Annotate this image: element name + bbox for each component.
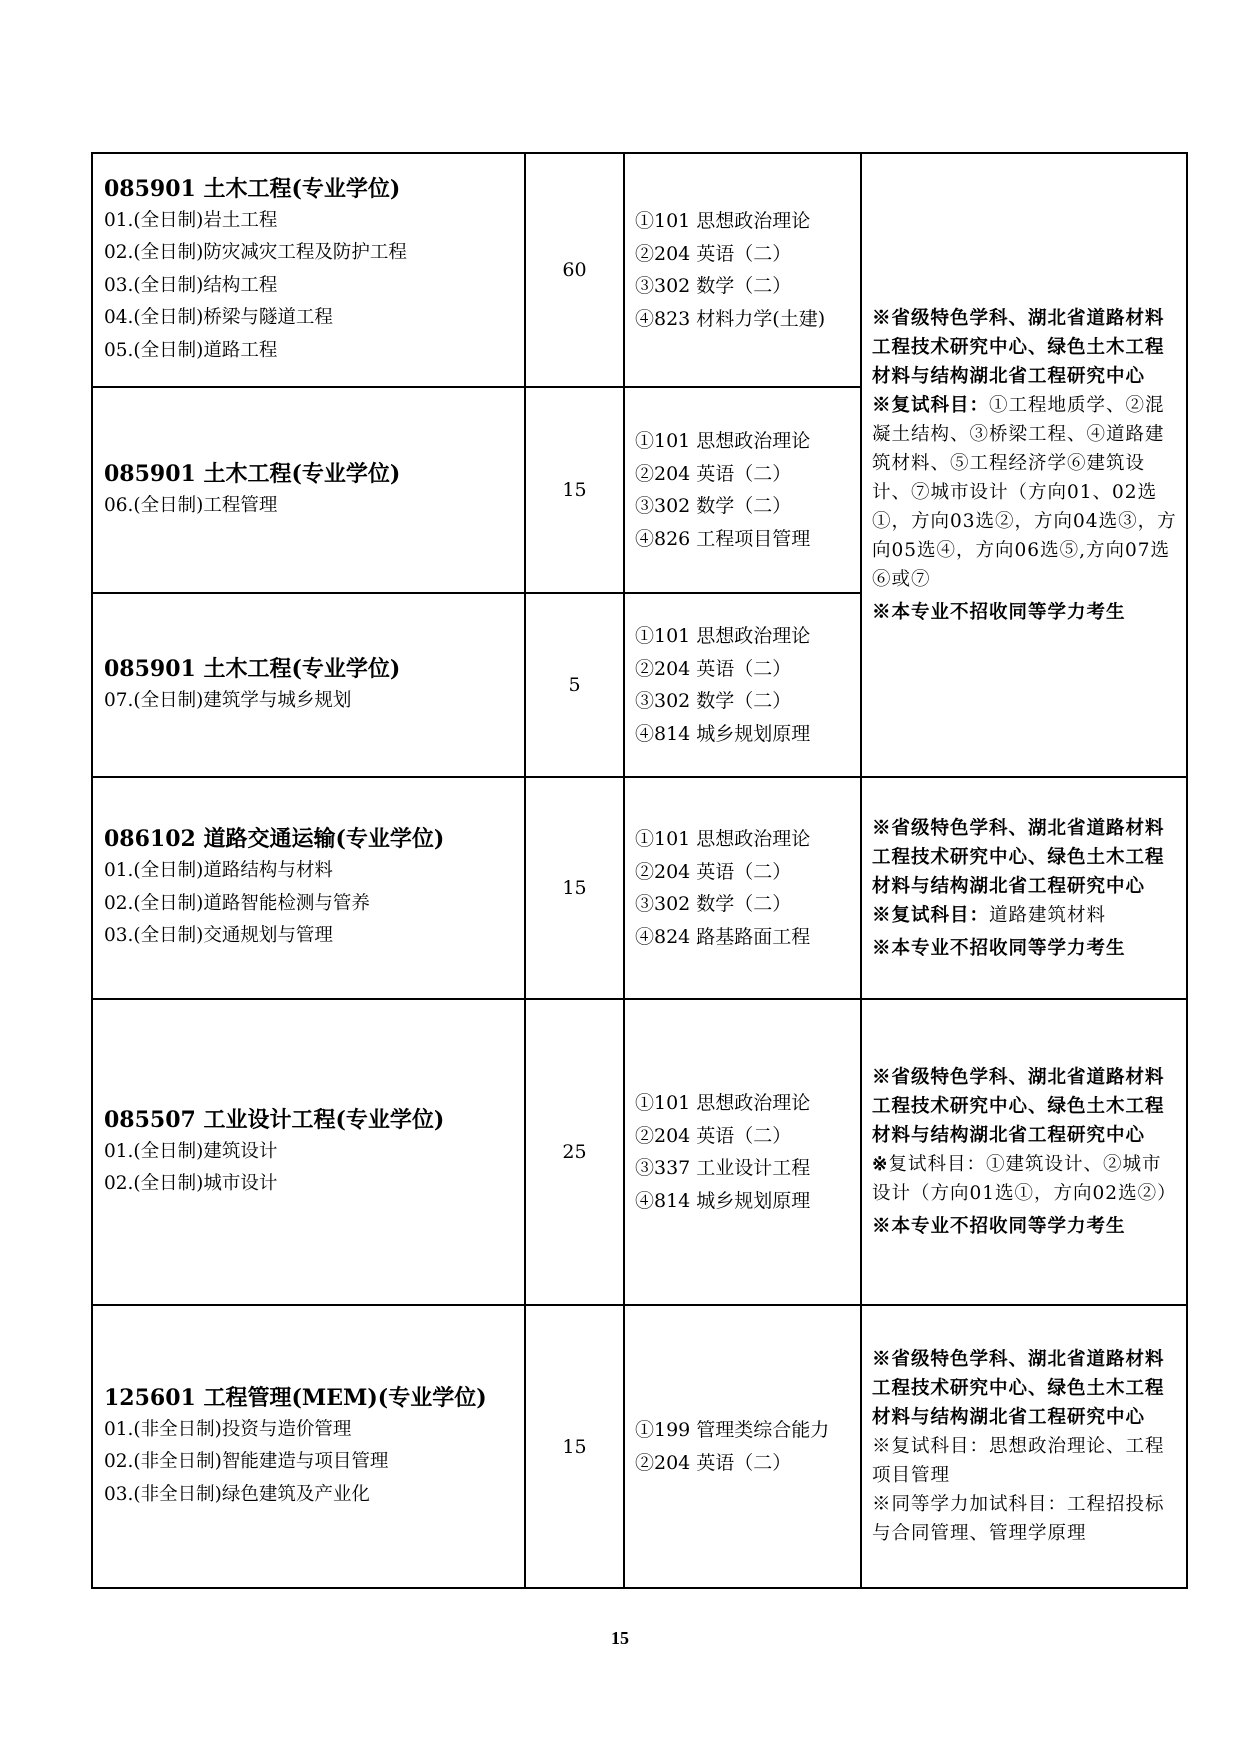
notes-cell (862, 1306, 1186, 1587)
major-cell (93, 1000, 526, 1304)
major-title: 085901 土木工程(专业学位) (104, 175, 401, 202)
table-row (93, 776, 1186, 998)
direction-item: 01.(非全日制)投资与造价管理 (104, 1418, 352, 1440)
exam-subject: ①101 思想政治理论 (635, 828, 811, 850)
direction-item: 04.(全日制)桥梁与隧道工程 (104, 307, 333, 329)
quota-cell: 60 (526, 154, 625, 386)
exam-subject: ②204 英语（二） (635, 242, 792, 265)
exam-subject: ①199 管理类综合能力 (635, 1419, 830, 1441)
exam-subjects-cell (625, 154, 862, 386)
major-title: 085901 土木工程(专业学位) (104, 460, 401, 487)
notes-cell (862, 778, 1186, 998)
notes-cell (862, 154, 1186, 776)
note-retest (872, 901, 1178, 930)
civil-engineering-group (93, 154, 1186, 776)
major-title: 085507 工业设计工程(专业学位) (104, 1106, 445, 1133)
note-retest (872, 1150, 1178, 1208)
exam-subject: ②204 英语（二） (635, 1451, 792, 1474)
note-retest-label: ※复试科目： (872, 904, 990, 926)
exam-subject: ③302 数学（二） (635, 495, 792, 517)
exam-subject: ④823 材料力学(土建) (635, 307, 826, 330)
note-retest-label: ※复试科目： (872, 394, 990, 416)
note-feature: ※省级特色学科、湖北省道路材料工程技术研究中心、绿色土木工程材料与结构湖北省工程研究中心 (872, 1349, 1165, 1428)
major-cell (93, 778, 526, 998)
major-title: 086102 道路交通运输(专业学位) (104, 826, 445, 853)
exam-subjects-cell (625, 778, 862, 998)
note-retest (872, 391, 1178, 594)
direction-item: 02.(全日制)城市设计 (104, 1173, 278, 1194)
exam-subject: ③337 工业设计工程 (635, 1157, 811, 1179)
note-retest-body: 复试科目：①建筑设计、②城市设计（方向01选①，方向02选②） (872, 1154, 1177, 1204)
page-number: 15 (611, 1628, 629, 1648)
exam-subject: ①101 思想政治理论 (635, 430, 811, 452)
exam-subject: ②204 英语（二） (635, 860, 792, 883)
note-equivalent-extra: ※同等学力加试科目：工程招投标与合同管理、管理学原理 (872, 1494, 1165, 1544)
exam-subject: ③302 数学（二） (635, 690, 792, 712)
direction-item: 06.(全日制)工程管理 (104, 494, 278, 516)
direction-item: 05.(全日制)道路工程 (104, 339, 278, 361)
direction-item: 03.(全日制)交通规划与管理 (104, 925, 333, 947)
quota-cell: 25 (526, 1000, 625, 1304)
major-title: 085901 土木工程(专业学位) (104, 655, 401, 682)
note-feature: ※省级特色学科、湖北省道路材料工程技术研究中心、绿色土木工程材料与结构湖北省工程研究中心 (872, 1067, 1165, 1146)
note-no-equivalent: ※本专业不招收同等学力考生 (872, 601, 1126, 623)
exam-subject: ④824 路基路面工程 (635, 925, 811, 948)
admissions-table (91, 152, 1188, 1589)
note-feature: ※省级特色学科、湖北省道路材料工程技术研究中心、绿色土木工程材料与结构湖北省工程研究中心 (872, 307, 1165, 387)
direction-item: 07.(全日制)建筑学与城乡规划 (104, 689, 352, 711)
exam-subject: ④814 城乡规划原理 (635, 1189, 811, 1212)
table-row (93, 998, 1186, 1304)
direction-item: 03.(非全日制)绿色建筑及产业化 (104, 1483, 370, 1505)
direction-item: 02.(非全日制)智能建造与项目管理 (104, 1451, 389, 1473)
exam-subject: ③302 数学（二） (635, 893, 792, 915)
major-cell (93, 154, 526, 386)
exam-subject: ②204 英语（二） (635, 462, 792, 485)
note-no-equivalent: ※本专业不招收同等学力考生 (872, 1216, 1126, 1237)
table-row (93, 1304, 1186, 1587)
major-title: 125601 工程管理(MEM)(专业学位) (104, 1384, 487, 1411)
notes-cell (862, 1000, 1186, 1304)
quota-cell: 5 (526, 594, 625, 776)
major-cell (93, 1306, 526, 1587)
direction-item: 03.(全日制)结构工程 (104, 274, 278, 296)
exam-subject: ④826 工程项目管理 (635, 527, 811, 550)
exam-subject: ②204 英语（二） (635, 1124, 792, 1147)
note-retest-body: ①工程地质学、②混凝土结构、③桥梁工程、④道路建筑材料、⑤工程经济学⑥建筑设计、⑦城市设计（方向01、02选①，方向03选②，方向04选③，方向05选④，方向06选⑤,方向07选⑥或⑦ (872, 394, 1177, 590)
direction-item: 01.(全日制)岩土工程 (104, 209, 278, 231)
major-cell (93, 388, 526, 592)
direction-item: 02.(全日制)道路智能检测与管养 (104, 892, 370, 914)
exam-subject: ①101 思想政治理论 (635, 625, 811, 647)
exam-subject: ③302 数学（二） (635, 275, 792, 297)
direction-item: 02.(全日制)防灾减灾工程及防护工程 (104, 242, 407, 264)
quota-cell: 15 (526, 778, 625, 998)
note-no-equivalent: ※本专业不招收同等学力考生 (872, 937, 1126, 959)
exam-subjects-cell (625, 388, 862, 592)
exam-subject: ②204 英语（二） (635, 657, 792, 680)
note-retest-body: 道路建筑材料 (989, 904, 1107, 926)
exam-subjects-cell (625, 1000, 862, 1304)
note-retest-label: ※ (872, 1154, 889, 1175)
exam-subjects-cell (625, 594, 862, 776)
note-retest: ※复试科目：思想政治理论、工程项目管理 (872, 1436, 1165, 1486)
exam-subject: ④814 城乡规划原理 (635, 722, 811, 745)
quota-cell: 15 (526, 1306, 625, 1587)
table-row (93, 154, 862, 386)
exam-subjects-cell (625, 1306, 862, 1587)
major-cell (93, 594, 526, 776)
direction-item: 01.(全日制)建筑设计 (104, 1140, 278, 1162)
note-feature: ※省级特色学科、湖北省道路材料工程技术研究中心、绿色土木工程材料与结构湖北省工程研究中心 (872, 817, 1165, 897)
exam-subject: ①101 思想政治理论 (635, 1092, 811, 1114)
exam-subject: ①101 思想政治理论 (635, 210, 811, 232)
table-row (93, 386, 862, 592)
quota-cell: 15 (526, 388, 625, 592)
direction-item: 01.(全日制)道路结构与材料 (104, 860, 333, 882)
table-row (93, 592, 862, 776)
